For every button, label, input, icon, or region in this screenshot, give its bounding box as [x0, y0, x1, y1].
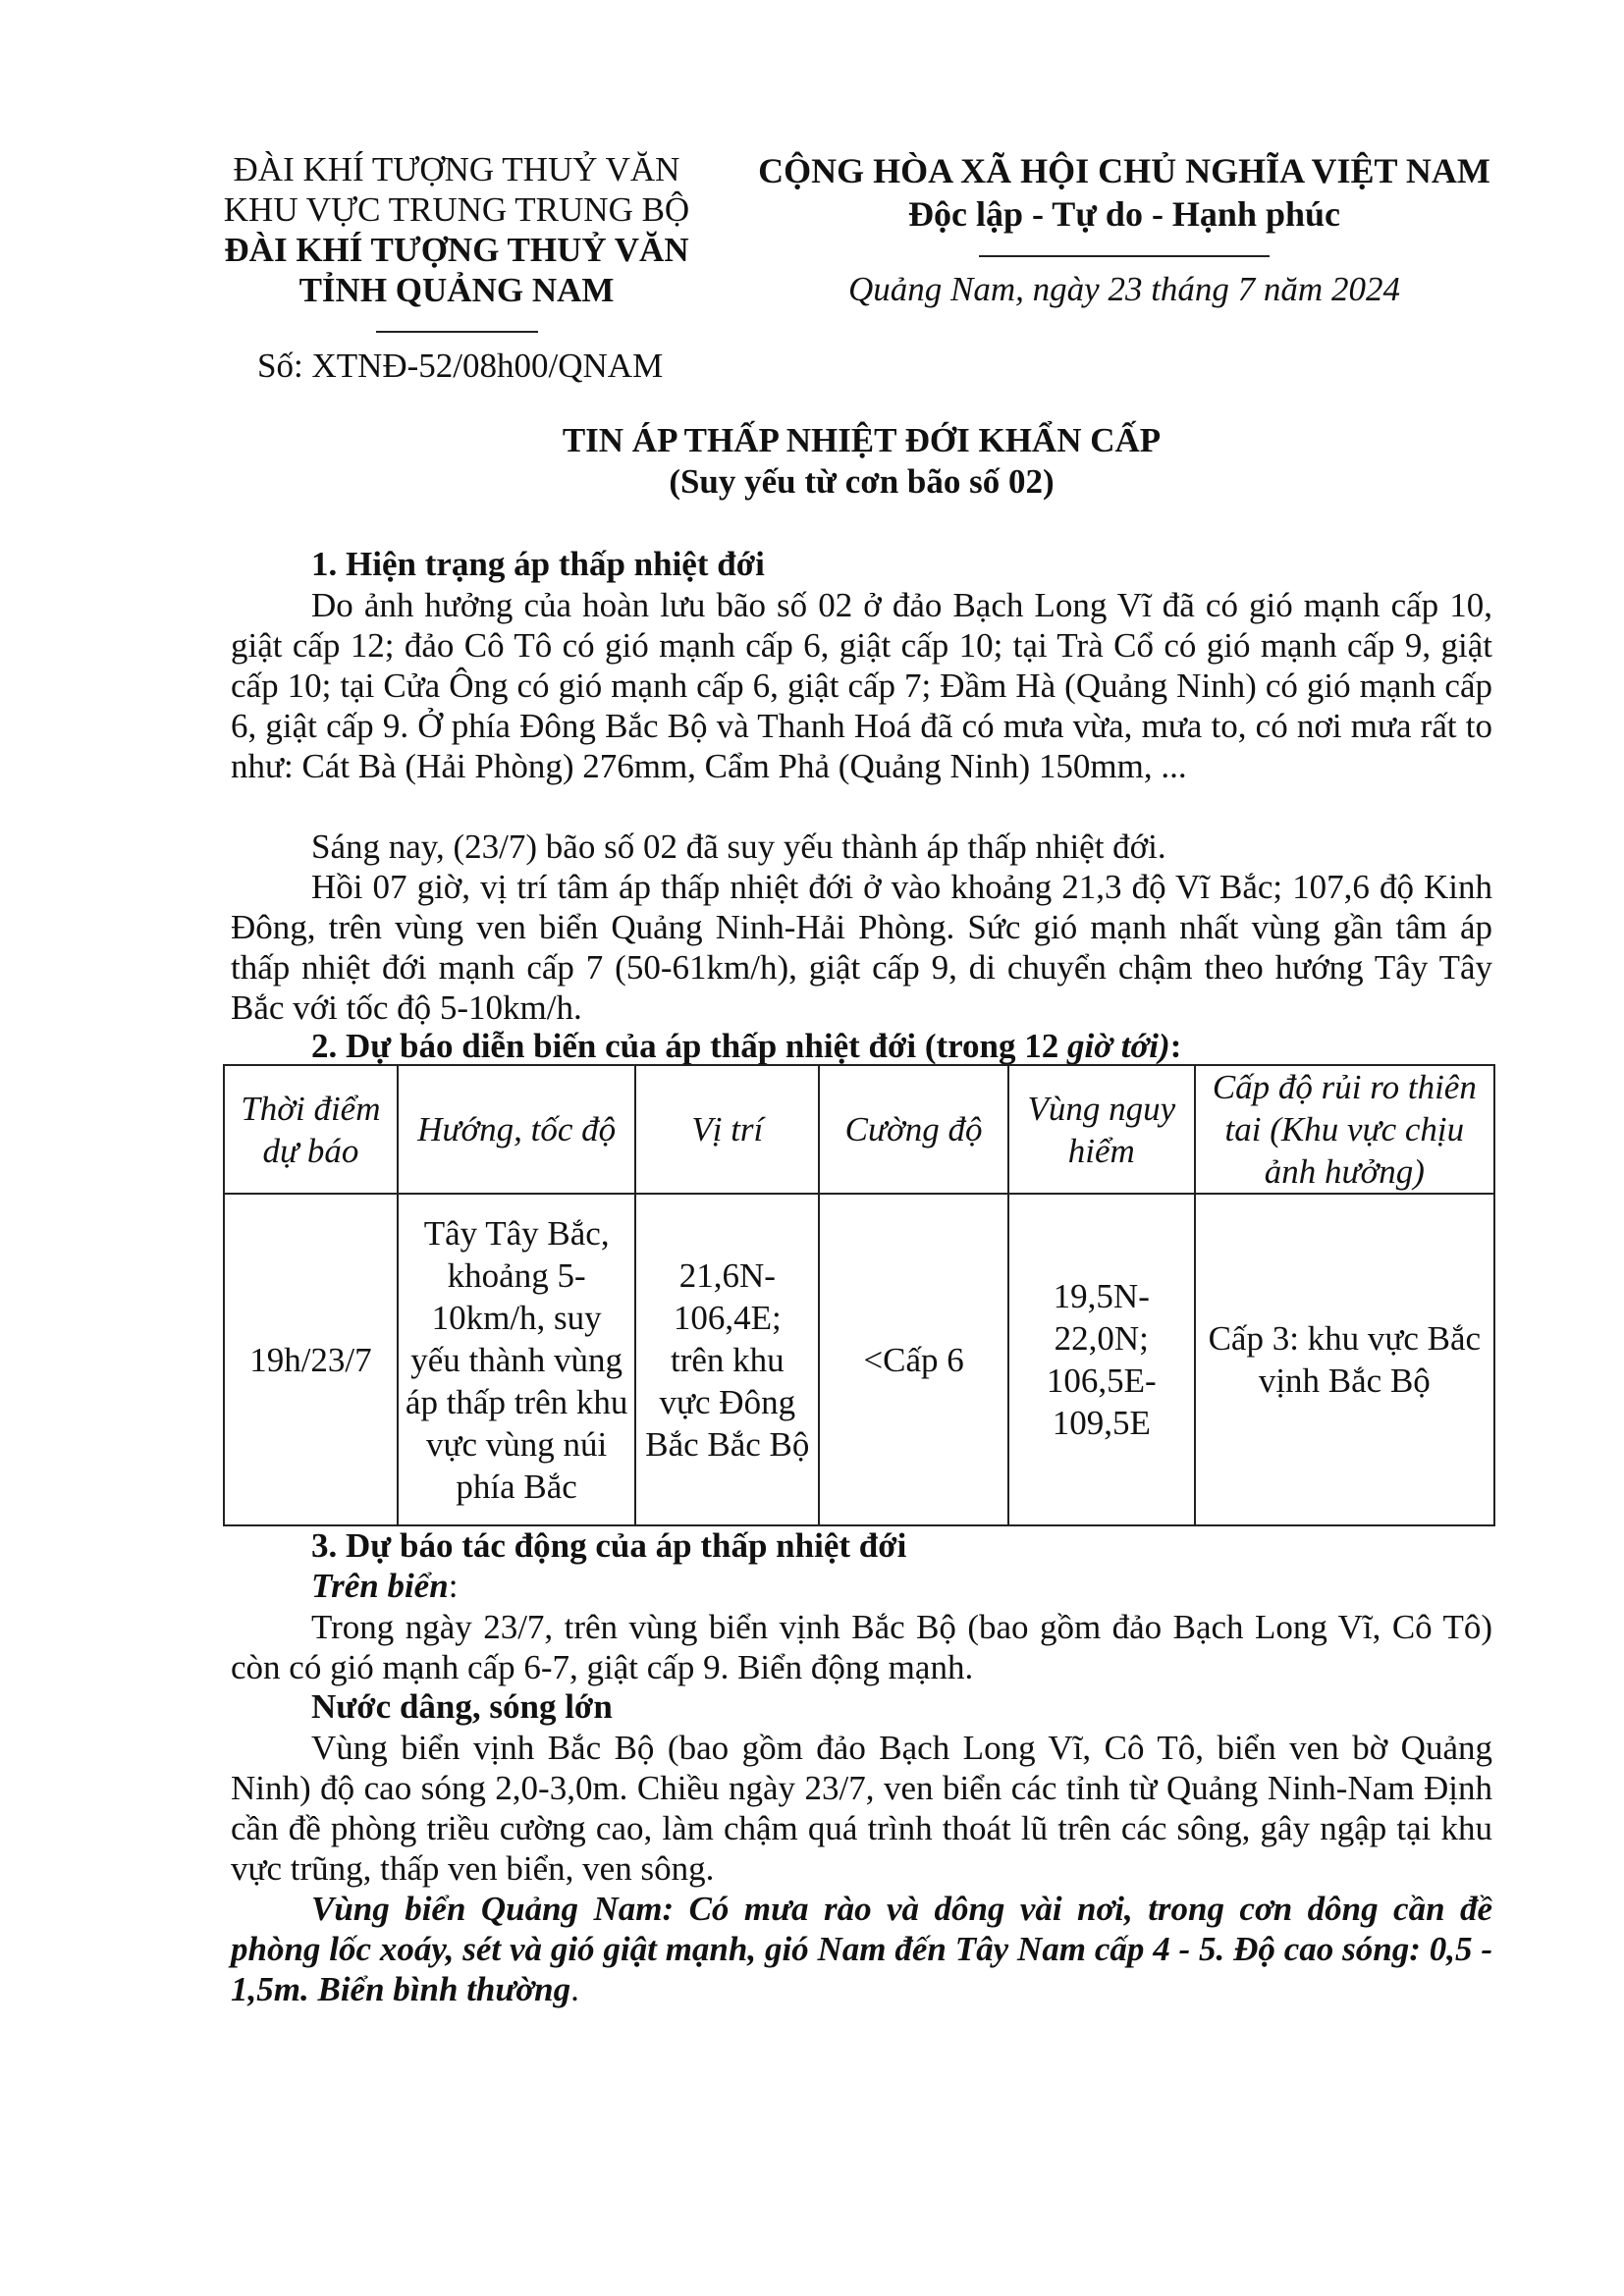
sea-label: Trên biển — [311, 1567, 449, 1605]
table-row — [224, 1194, 1494, 1525]
agency-line-4: TỈNH QUẢNG NAM — [298, 271, 615, 309]
quang-nam-sea-text: Vùng biển Quảng Nam: Có mưa rào và dông vài nơi, trong cơn dông cần đề phòng lốc xoáy, sét và gió giật mạnh, gió Nam đến Tây Nam cấp 4 - 5. Độ cao sóng: 0,5 - 1,5m. Biển bình thường — [231, 1890, 1492, 2008]
cell-intensity: <Cấp 6 — [819, 1194, 1008, 1525]
sea-label-colon: : — [448, 1567, 459, 1605]
column-header-time: Thời điểm dự báo — [224, 1065, 398, 1194]
section2-heading-suffix: : — [1169, 1027, 1182, 1065]
title-sub: (Suy yếu từ cơn bão số 02) — [669, 462, 1055, 501]
agency-divider — [376, 331, 538, 333]
agency-line-3: ĐÀI KHÍ TƯỢNG THUỶ VĂN — [224, 231, 689, 269]
title-main: TIN ÁP THẤP NHIỆT ĐỚI KHẨN CẤP — [562, 421, 1162, 459]
agency-line-2: KHU VỰC TRUNG TRUNG BỘ — [223, 190, 690, 229]
column-header-direction-speed: Hướng, tốc độ — [398, 1065, 636, 1194]
cell-position: 21,6N-106,4E; trên khu vực Đông Bắc Bắc Bộ — [635, 1194, 819, 1525]
quang-nam-sea-paragraph — [231, 1889, 1492, 2009]
document-title — [231, 420, 1492, 503]
column-header-intensity: Cường độ — [819, 1065, 1008, 1194]
agency-line-1: ĐÀI KHÍ TƯỢNG THUỶ VĂN — [233, 150, 680, 188]
section2-heading-italic: giờ tới) — [1067, 1027, 1170, 1065]
national-motto: Độc lập - Tự do - Hạnh phúc — [907, 194, 1341, 234]
forecast-table-header — [224, 1065, 1494, 1194]
forecast-table — [223, 1064, 1495, 1526]
surge-paragraph: Vùng biển vịnh Bắc Bộ (bao gồm đảo Bạch Long Vĩ, Cô Tô, biển ven bờ Quảng Ninh) độ cao sóng 2,0-3,0m. Chiều ngày 23/7, ven biển các tỉnh từ Quảng Ninh-Nam Định cần đề phòng triều cường cao, làm chậm quá trình thoát lũ trên các sông, gây ngập tại khu vực trũng, thấp ven biển, ven sông. — [231, 1729, 1492, 1888]
column-header-position: Vị trí — [635, 1065, 819, 1194]
column-header-risk-level: Cấp độ rủi ro thiên tai (Khu vực chịu ảnh hưởng) — [1195, 1065, 1494, 1194]
nation-block — [731, 149, 1517, 236]
motto-divider — [979, 255, 1270, 257]
cell-risk-level: Cấp 3: khu vực Bắc vịnh Bắc Bộ — [1195, 1194, 1494, 1525]
sea-paragraph: Trong ngày 23/7, trên vùng biển vịnh Bắc Bộ (bao gồm đảo Bạch Long Vĩ, Cô Tô) còn có gió mạnh cấp 6-7, giật cấp 9. Biển động mạnh. — [231, 1608, 1492, 1686]
place-date: Quảng Nam, ngày 23 tháng 7 năm 2024 — [848, 270, 1400, 308]
section1-heading: 1. Hiện trạng áp thấp nhiệt đới — [311, 545, 765, 583]
cell-time: 19h/23/7 — [224, 1194, 398, 1525]
section3-heading: 3. Dự báo tác động của áp thấp nhiệt đới — [311, 1526, 907, 1565]
cell-danger-zone: 19,5N-22,0N; 106,5E-109,5E — [1008, 1194, 1195, 1525]
sea-subheading — [311, 1567, 458, 1606]
nation-title: CỘNG HÒA XÃ HỘI CHỦ NGHĨA VIỆT NAM — [758, 151, 1490, 190]
section2-heading — [311, 1027, 1181, 1066]
cell-direction-speed: Tây Tây Bắc, khoảng 5-10km/h, suy yếu thành vùng áp thấp trên khu vực vùng núi phía Bắc — [398, 1194, 636, 1525]
column-header-danger-zone: Vùng nguy hiểm — [1008, 1065, 1195, 1194]
document-number: Số: XTNĐ-52/08h00/QNAM — [257, 347, 664, 385]
quang-nam-sea-end: . — [570, 1970, 579, 2008]
section2-heading-text: 2. Dự báo diễn biến của áp thấp nhiệt đới (trong 12 — [311, 1027, 1068, 1065]
section1-paragraph-1: Do ảnh hưởng của hoàn lưu bão số 02 ở đảo Bạch Long Vĩ đã có gió mạnh cấp 10, giật cấp 12; đảo Cô Tô có gió mạnh cấp 6, giật cấp 10; tại Trà Cổ có gió mạnh cấp 9, giật cấp 10; tại Cửa Ông có gió mạnh cấp 6, giật cấp 7; Đầm Hà (Quảng Ninh) có gió mạnh cấp 6, giật cấp 9. Ở phía Đông Bắc Bộ và Thanh Hoá đã có mưa vừa, mưa to, có nơi mưa rất to như: Cát Bà (Hải Phòng) 276mm, Cẩm Phả (Quảng Ninh) 150mm, ... — [231, 586, 1492, 785]
section1-paragraph-2: Sáng nay, (23/7) bão số 02 đã suy yếu thành áp thấp nhiệt đới. — [311, 828, 1166, 866]
surge-subheading: Nước dâng, sóng lớn — [311, 1687, 613, 1726]
agency-block — [201, 149, 712, 310]
section1-paragraph-3: Hồi 07 giờ, vị trí tâm áp thấp nhiệt đới ở vào khoảng 21,3 độ Vĩ Bắc; 107,6 độ Kinh Đông, trên vùng ven biển Quảng Ninh-Hải Phòng. Sức gió mạnh nhất vùng gần tâm áp thấp nhiệt đới mạnh cấp 7 (50-61km/h), giật cấp 9, di chuyển chậm theo hướng Tây Tây Bắc với tốc độ 5-10km/h. — [231, 868, 1492, 1027]
